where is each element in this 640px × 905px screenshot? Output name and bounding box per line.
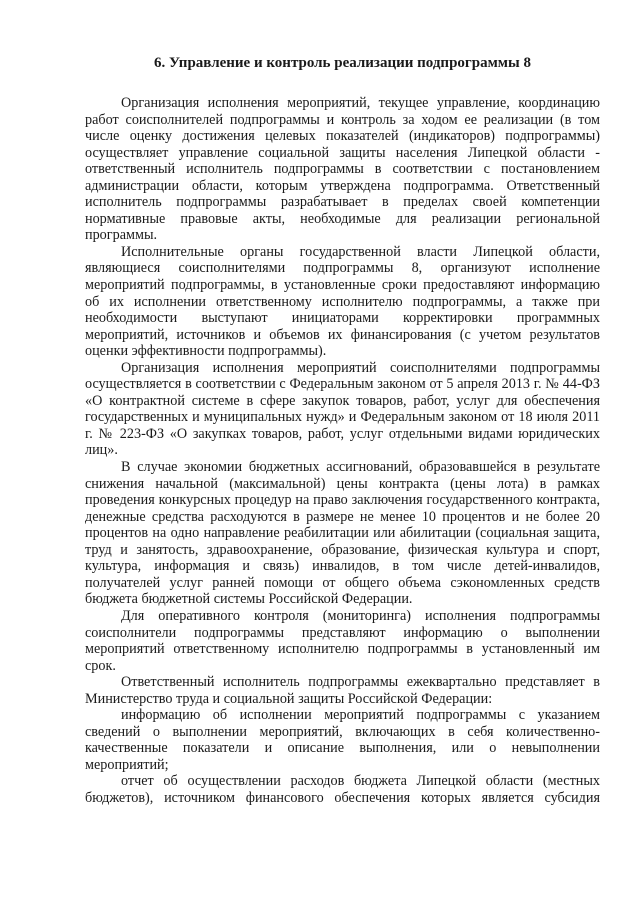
paragraph-organization: Организация исполнения мероприятий, текущее управление, координацию работ соисполнителей подпрограммы и контроль за ходом ее реализации (в том числе оценку достижения целевых показателей (индикаторов) подпрограммы) осуществляет управление социальной защиты населения Липецкой области - ответственный исполнитель подпрограммы в соответствии с постановлением администрации области, которым утверждена подпрограмма. Ответственный исполнитель подпрограммы разрабатывает в пределах своей компетенции нормативные правовые акты, необходимые для реализации региональной программы. bbox=[85, 95, 600, 244]
paragraph-monitoring: Для оперативного контроля (мониторинга) исполнения подпрограммы соисполнители подпрограммы представляют информацию о выполнении мероприятий ответственному исполнителю подпрограммы в установленный им срок. bbox=[85, 607, 600, 674]
paragraph-budget-savings: В случае экономии бюджетных ассигнований, образовавшейся в результате снижения начальной (максимальной) цены контракта (цены лота) в рамках проведения конкурсных процедур на право заключения государственного контракта, денежные средства расходуются в размере не менее 10 процентов и не более 20 процентов на одно направление реабилитации или абилитации (социальная защита, труд и занятость, здравоохранение, образование, физическая культура и спорт, культура, информация и связь) инвалидов, в том числе детей-инвалидов, получателей услуг ранней помощи от общего объема сэкономленных средств бюджета бюджетной системы Российской Федерации. bbox=[85, 459, 600, 608]
paragraph-federal-laws: Организация исполнения мероприятий соисполнителями подпрограммы осуществляется в соответствии с Федеральным законом от 5 апреля 2013 г. № 44-ФЗ «О контрактной системе в сфере закупок товаров, работ, услуг для обеспечения государственных и муниципальных нужд» и Федеральным законом от 18 июля 2011 г. № 223-ФЗ «О закупках товаров, работ, услуг отдельными видами юридических лиц». bbox=[85, 359, 600, 459]
paragraph-expense-report: отчет об осуществлении расходов бюджета Липецкой области (местных бюджетов), источником финансового обеспечения которых является субсидия bbox=[85, 773, 600, 806]
paragraph-executive-bodies: Исполнительные органы государственной власти Липецкой области, являющиеся соисполнителями подпрограммы 8, организуют исполнение мероприятий подпрограммы, в установленные сроки предоставляют информацию об их исполнении ответственному исполнителю подпрограммы, а также при необходимости выступают инициаторами корректировки программных мероприятий, источников и объемов их финансирования (с учетом результатов оценки эффективности подпрограммы). bbox=[85, 243, 600, 360]
paragraph-execution-info: информацию об исполнении мероприятий подпрограммы с указанием сведений о выполнении мероприятий, включающих в себя количественно-качественные показатели и описание выполнения, или о невыполнении мероприятий; bbox=[85, 707, 600, 773]
paragraph-quarterly-report: Ответственный исполнитель подпрограммы ежеквартально представляет в Министерство труда и социальной защиты Российской Федерации: bbox=[85, 674, 600, 707]
document-page bbox=[85, 54, 600, 807]
section-heading: 6. Управление и контроль реализации подпрограммы 8 bbox=[154, 55, 531, 71]
